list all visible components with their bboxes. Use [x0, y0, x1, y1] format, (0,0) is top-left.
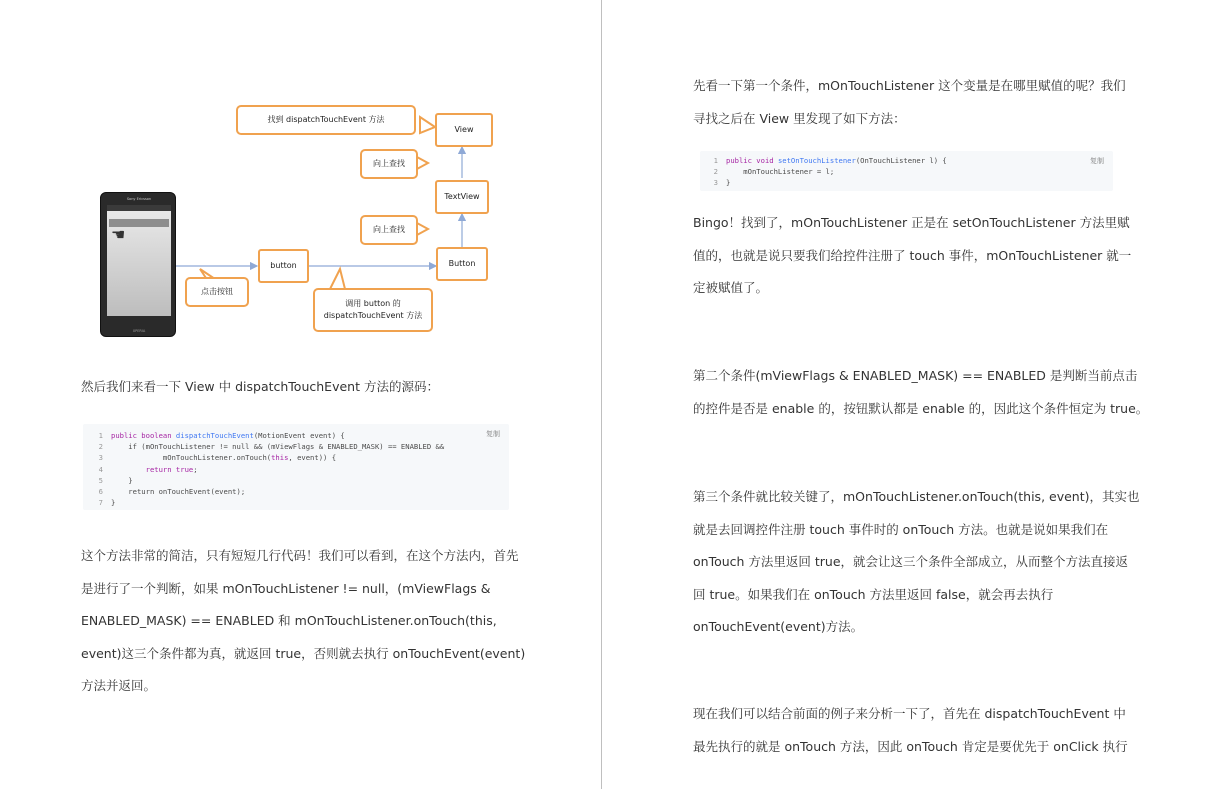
hand-pointer-icon: ☚ — [111, 225, 126, 244]
button-box-right: Button — [436, 247, 488, 281]
phone-model: XPERIA — [132, 329, 146, 333]
page-divider — [601, 0, 602, 789]
code-line: 1 public void setOnTouchListener(OnTouchListener l) { — [713, 156, 947, 165]
copy-button[interactable]: 复制 — [486, 430, 500, 438]
left-intro: 然后我们来看一下 View 中 dispatchTouchEvent 方法的源码： — [81, 379, 439, 394]
code-line: 2 if (mOnTouchListener != null && (mViewFlags & ENABLED_MASK) == ENABLED && — [98, 442, 445, 452]
touch-dispatch-diagram — [90, 95, 520, 345]
phone-image — [100, 192, 176, 337]
callout-tail-find — [420, 117, 435, 133]
phone-screen — [107, 211, 171, 316]
callout-call-line2: dispatchTouchEvent 方法 — [323, 311, 423, 320]
right-paragraph-3: 第二个条件(mViewFlags & ENABLED_MASK) == ENABLED 是判断当前点击 的控件是否是 enable 的，按钮默认都是 enable 的，因此这个条件恒定为 true。 — [693, 368, 1149, 416]
code-line: 6 return onTouchEvent(event); — [98, 486, 246, 496]
callout-find-dispatch: 找到 dispatchTouchEvent 方法 — [236, 105, 416, 135]
callout-call-dispatch — [313, 288, 433, 332]
code-line: 3 mOnTouchListener.onTouch(this, event)) { — [98, 453, 337, 463]
callout-tail-up2 — [417, 223, 428, 235]
button-box-mid: button — [258, 249, 309, 283]
left-paragraph: 这个方法非常的简洁，只有短短几行代码！我们可以看到，在这个方法内，首先 是进行了一个判断，如果 mOnTouchListener != null，(mViewFlags & ENABLED_MASK) == ENABLED 和 mOnTouchListener.onTouch(this, event)这三个条件都为真，就返回 true，否则就去执行 onTouchEvent(event) 方法并返回。 — [81, 548, 526, 693]
callout-tail-up1 — [417, 157, 428, 169]
code-line: 2 mOnTouchListener = l; — [713, 167, 835, 177]
right-paragraph-1: 先看一下第一个条件，mOnTouchListener 这个变量是在哪里赋值的呢？我们 寻找之后在 View 里发现了如下方法： — [693, 78, 1126, 126]
callout-tail-call — [330, 269, 345, 289]
code-block-setter — [700, 151, 1113, 191]
code-line: 7 } — [98, 498, 116, 508]
code-line: 3 } — [713, 178, 731, 188]
code-line: 5 } — [98, 475, 133, 485]
phone-brand: Sony Ericsson — [126, 197, 152, 201]
view-box: View — [435, 113, 493, 147]
copy-button[interactable]: 复制 — [1090, 157, 1104, 165]
code-block-dispatch — [83, 424, 509, 510]
textview-box: TextView — [435, 180, 489, 214]
callout-call-line1: 调用 button 的 — [345, 299, 401, 308]
right-paragraph-2: Bingo！找到了，mOnTouchListener 正是在 setOnTouchListener 方法里赋 值的，也就是说只要我们给控件注册了 touch 事件，mOnTouchListener 就一 定被赋值了。 — [693, 215, 1132, 295]
callout-search-up-2: 向上查找 — [360, 215, 418, 245]
callout-click-button: 点击按钮 — [185, 277, 249, 307]
code-line: 1 public boolean dispatchTouchEvent(MotionEvent event) { — [98, 431, 345, 440]
right-paragraph-4: 第三个条件就比较关键了，mOnTouchListener.onTouch(this, event)，其实也 就是去回调控件注册 touch 事件时的 onTouch 方法。也就是说如果我们在 onTouch 方法里返回 true，就会让这三个条件全部成立，从而整个方法直接返 回 true。如果我们在 onTouch 方法里返回 false，就会再去执行 onTouchEvent(event)方法。 — [693, 489, 1140, 634]
code-line: 4 return true; — [98, 464, 198, 474]
callout-search-up-1: 向上查找 — [360, 149, 418, 179]
right-paragraph-5: 现在我们可以结合前面的例子来分析一下了，首先在 dispatchTouchEvent 中 最先执行的就是 onTouch 方法，因此 onTouch 肯定是要优先于 onClick 执行 — [693, 706, 1128, 754]
